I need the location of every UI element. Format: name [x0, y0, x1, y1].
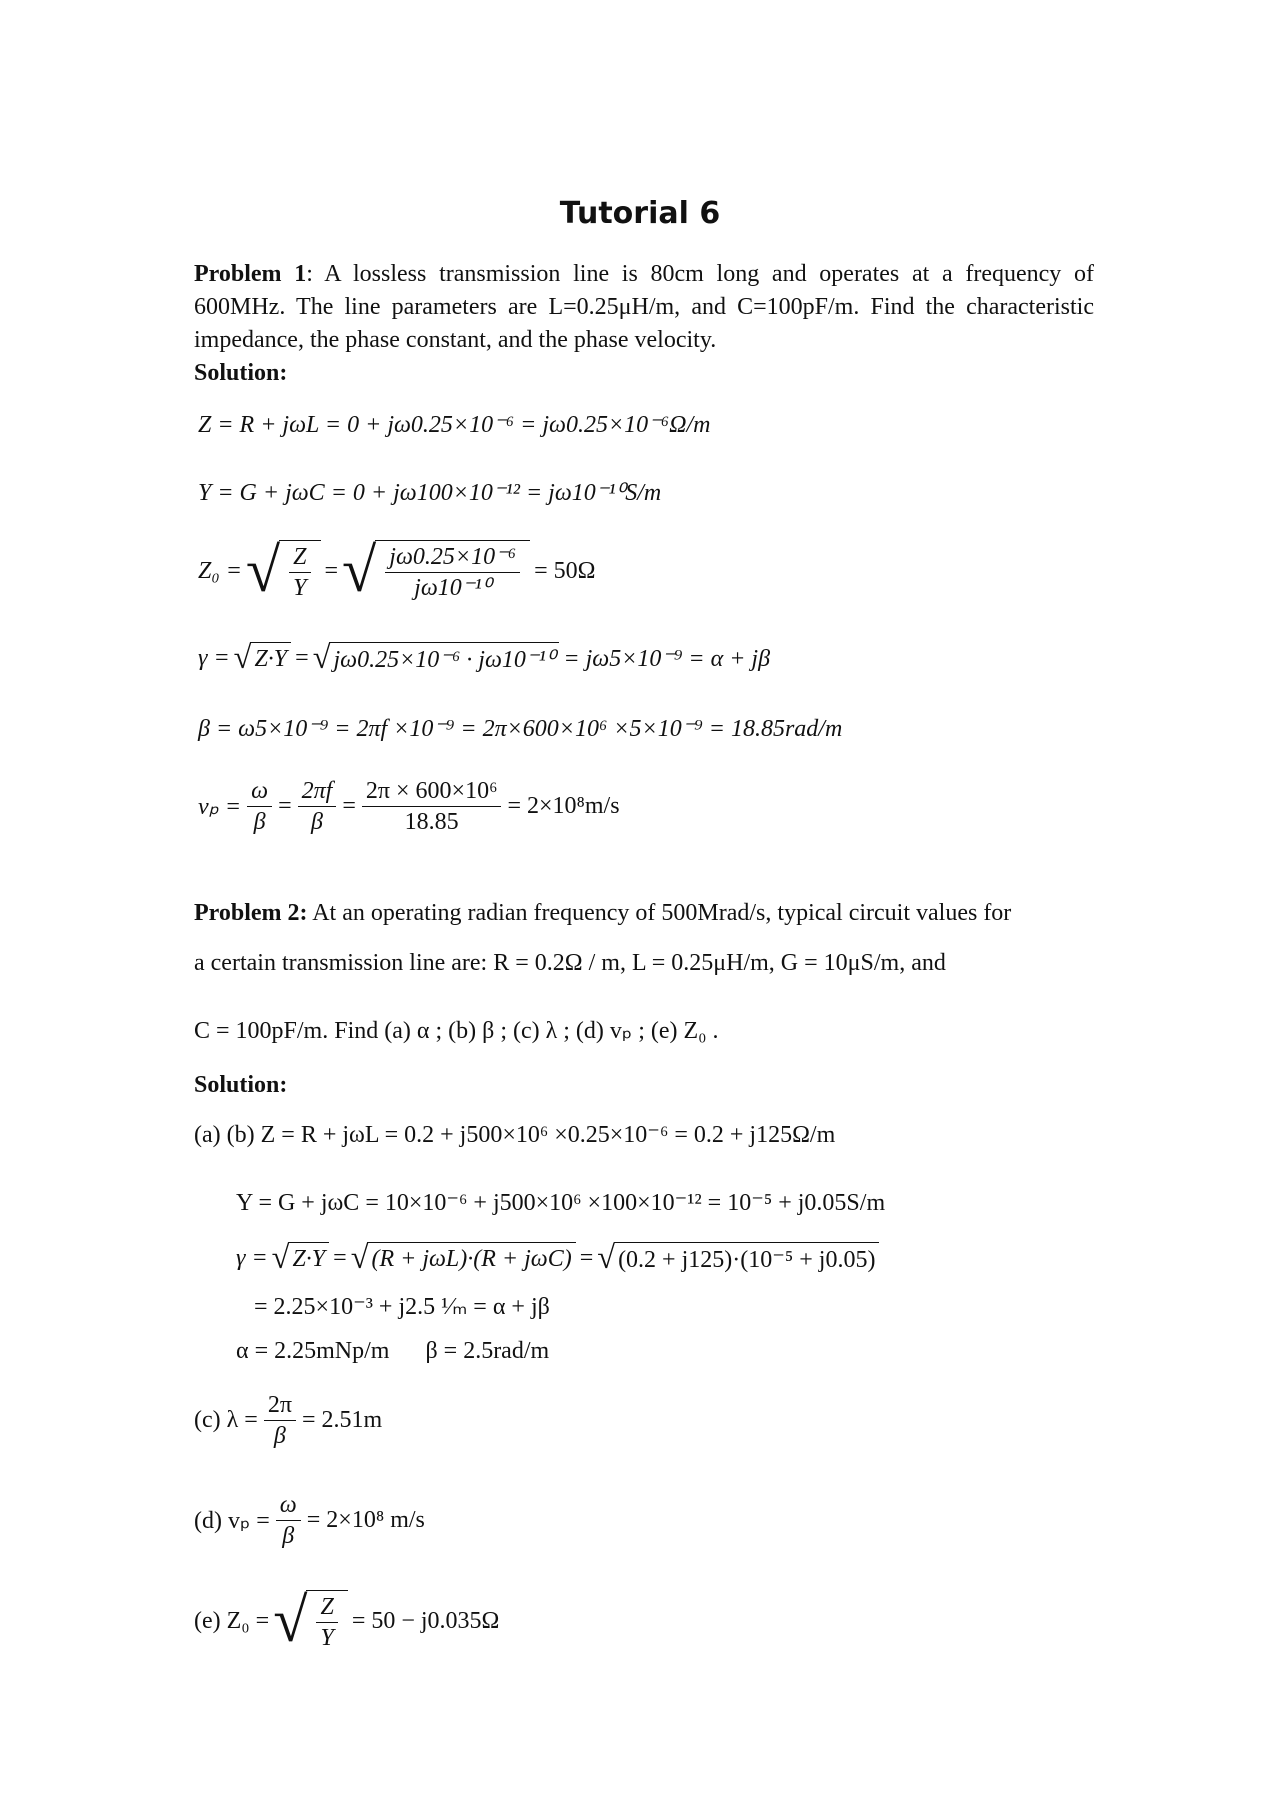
problem-2-label: Problem 2:: [194, 900, 308, 926]
p1-eq-admittance: Y = G + jωC = 0 + jω100×10⁻¹² = jω10⁻¹⁰S/m: [198, 480, 662, 506]
problem-2-line-3: C = 100pF/m. Find (a) α ; (b) β ; (c) λ ; (d) vₚ ; (e) Z₀ .: [194, 1018, 719, 1044]
problem-1-label: Problem 1: [194, 261, 307, 287]
problem-2-solution-label: Solution:: [194, 1072, 288, 1098]
problem-2-line-1: Problem 2: At an operating radian frequency of 500Mrad/s, typical circuit values for: [194, 900, 1012, 926]
page-title: Tutorial 6: [559, 196, 721, 231]
p2-eq-char-impedance: (e) Z₀ = √ $\frac{Z}{Y}$ = 50 − j0.035Ω: [194, 1586, 500, 1655]
p2-eq-phase-velocity: (d) vₚ = $\frac{\omega}{\beta}$ = 2×10⁸ m/s: [194, 1492, 425, 1550]
problem-2-line-2: a certain transmission line are: R = 0.2Ω / m, L = 0.25μH/m, G = 10μS/m, and: [194, 950, 946, 976]
p2-eq-alpha-beta: α = 2.25mNp/m β = 2.5rad/m: [236, 1338, 550, 1364]
p1-eq-impedance: Z = R + jωL = 0 + jω0.25×10⁻⁶ = jω0.25×10⁻⁶Ω/m: [198, 412, 711, 438]
p2-eq-impedance: (a) (b) Z = R + jωL = 0.2 + j500×10⁶ ×0.25×10⁻⁶ = 0.2 + j125Ω/m: [194, 1122, 836, 1148]
p1-eq-char-impedance: Z₀ = √ $\frac{Z}{Y}$ = √ $\frac{\text{jω0.25×10⁻⁶}}{\text{jω10⁻¹⁰}}$ = 50Ω: [198, 536, 596, 605]
problem-1-statement: [194, 258, 1094, 357]
p2-eq-wavelength: (c) λ = $\frac{2\pi}{\beta}$ = 2.51m: [194, 1392, 383, 1450]
problem-1-solution-label: Solution:: [194, 360, 288, 386]
problem-1-text: : A lossless transmission line is 80cm long and operates at a frequency of 600MHz. The line parameters are L=0.25μH/m, and C=100pF/m. Find the characteristic impedance, the phase constant, and the phase velocity.: [194, 261, 1094, 353]
p2-eq-gamma-value: = 2.25×10⁻³ + j2.5 ¹⁄ₘ = α + jβ: [254, 1294, 550, 1320]
p1-eq-phase-constant: β = ω5×10⁻⁹ = 2πf ×10⁻⁹ = 2π×600×10⁶ ×5×10⁻⁹ = 18.85rad/m: [198, 716, 843, 742]
p1-eq-phase-velocity: vₚ = $\frac{\omega}{\beta}$ = $\frac{2\pi f}{\beta}$ = $\frac{\text{2π × 600×10⁶}}{18.85}$ = 2×10⁸m/s: [198, 778, 620, 836]
p2-eq-propagation-constant: γ = √ Z·Y = √ (R + jωL)·(R + jωC) = √ (0.2 + j125)·(10⁻⁵ + j0.05): [236, 1242, 883, 1274]
p2-eq-admittance: Y = G + jωC = 10×10⁻⁶ + j500×10⁶ ×100×10⁻¹² = 10⁻⁵ + j0.05S/m: [236, 1190, 886, 1216]
p1-eq-propagation-constant: γ = √ Z·Y = √ jω0.25×10⁻⁶ · jω10⁻¹⁰ = jω5×10⁻⁹ = α + jβ: [198, 640, 771, 676]
